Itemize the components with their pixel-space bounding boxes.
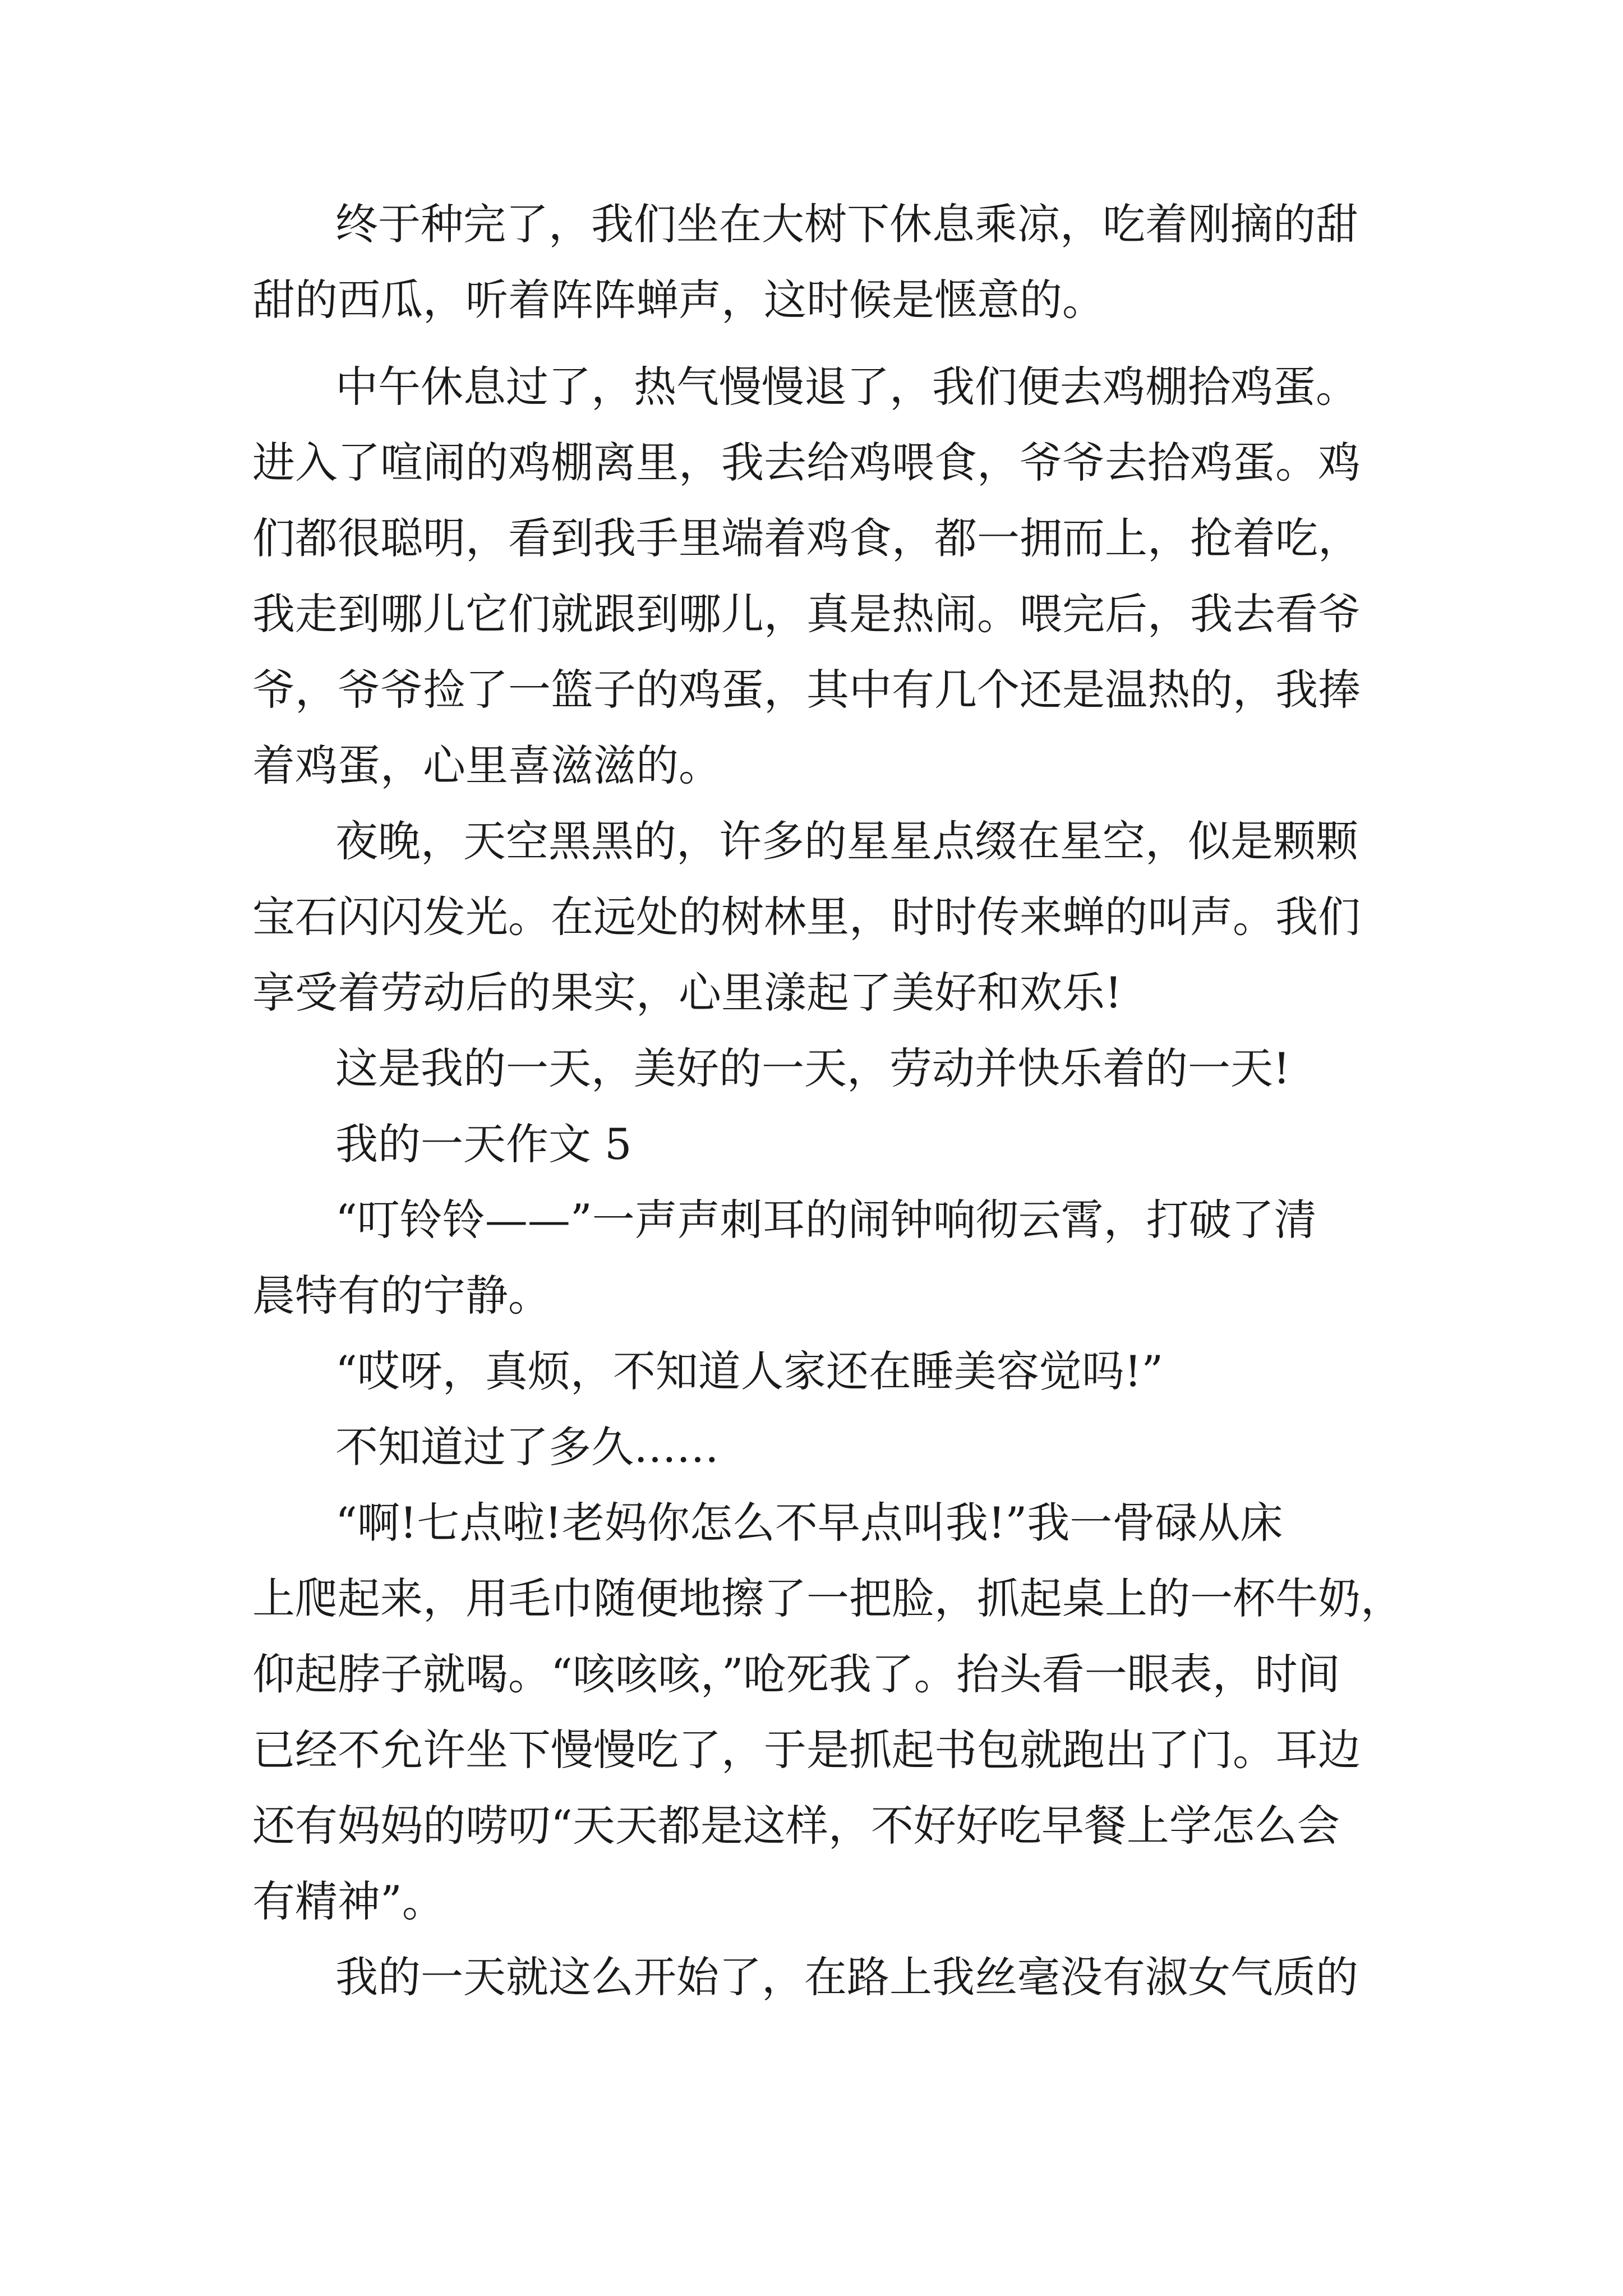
text-line: “哎呀，真烦，不知道人家还在睡美容觉吗!” <box>335 1346 1164 1396</box>
text-line: 享受着劳动后的果实，心里漾起了美好和欢乐! <box>252 968 1122 1018</box>
text-line: 们都很聪明，看到我手里端着鸡食，都一拥而上，抢着吃， <box>252 513 1361 563</box>
text-line: 晨特有的宁静。 <box>252 1271 551 1320</box>
text-line: 有精神”。 <box>252 1876 445 1926</box>
text-line: “啊!七点啦!老妈你怎么不早点叫我!”我一骨碌从床 <box>335 1498 1283 1548</box>
text-line: 夜晚，天空黑黑的，许多的星星点缀在星空，似是颗颗 <box>335 816 1358 866</box>
text-line: 进入了喧闹的鸡棚离里，我去给鸡喂食，爷爷去拾鸡蛋。鸡 <box>252 438 1361 487</box>
text-line: 中午休息过了，热气慢慢退了，我们便去鸡棚拾鸡蛋。 <box>335 362 1358 412</box>
text-line: 着鸡蛋，心里喜滋滋的。 <box>252 740 721 790</box>
text-line: 我走到哪儿它们就跟到哪儿，真是热闹。喂完后，我去看爷 <box>252 589 1361 639</box>
text-line: 仰起脖子就喝。“咳咳咳，”呛死我了。抬头看一眼表，时间 <box>252 1649 1340 1699</box>
text-line: 爷，爷爷捡了一篮子的鸡蛋，其中有几个还是温热的，我捧 <box>252 665 1361 715</box>
text-line: 这是我的一天，美好的一天，劳动并快乐着的一天! <box>335 1043 1290 1093</box>
text-line: 不知道过了多久…… <box>335 1422 719 1472</box>
text-line: 甜的西瓜，听着阵阵蝉声，这时候是惬意的。 <box>252 275 1105 325</box>
text-line: 上爬起来，用毛巾随便地擦了一把脸，抓起桌上的一杯牛奶， <box>252 1573 1403 1623</box>
text-line: 宝石闪闪发光。在远处的树林里，时时传来蝉的叫声。我们 <box>252 892 1361 942</box>
text-line: 还有妈妈的唠叨“天天都是这样，不好好吃早餐上学怎么会 <box>252 1801 1340 1851</box>
text-line: “叮铃铃——”一声声刺耳的闹钟响彻云霄，打破了清 <box>335 1195 1317 1245</box>
text-line: 我的一天就这么开始了，在路上我丝毫没有淑女气质的 <box>335 1952 1358 2002</box>
text-line: 终于种完了，我们坐在大树下休息乘凉，吃着刚摘的甜 <box>335 199 1358 249</box>
text-line: 已经不允许坐下慢慢吃了，于是抓起书包就跑出了门。耳边 <box>252 1725 1361 1775</box>
section-heading: 我的一天作文 5 <box>335 1119 632 1169</box>
